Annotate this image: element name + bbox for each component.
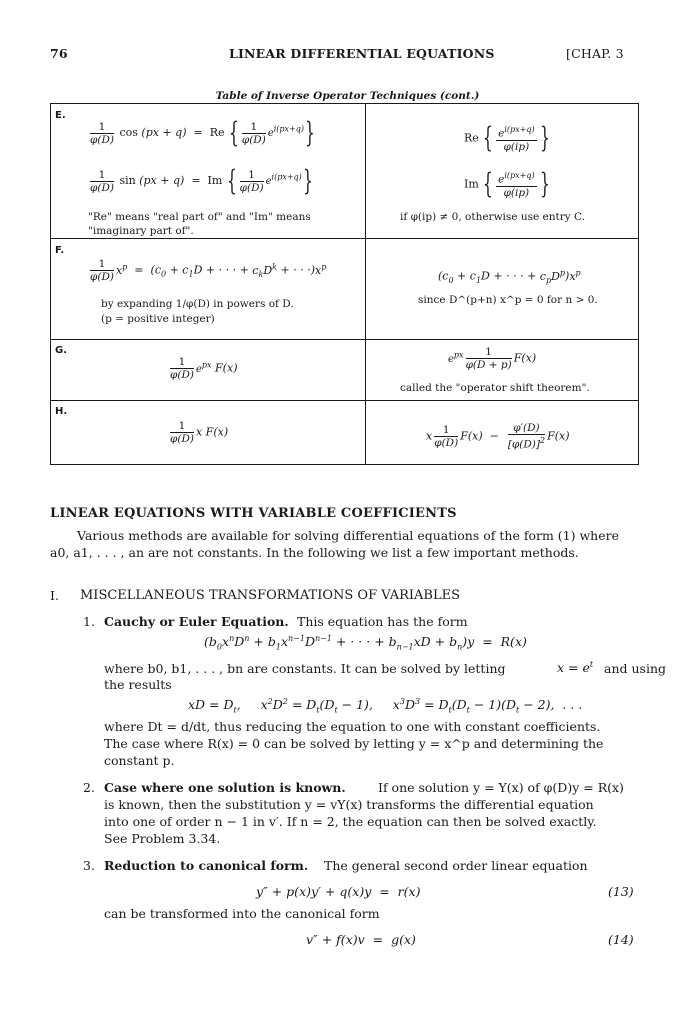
section-title: LINEAR EQUATIONS WITH VARIABLE COEFFICIENTS <box>50 506 457 521</box>
row-e-sin-formula: $\frac{1}{\varphi(D)}$ sin (px + q) = Im { $\frac{1}{\varphi(D)}$ $e^{i(px+q)}$} <box>90 164 313 197</box>
item-1-text-5: The case where R(x) = 0 can be solved by letting y = x^p and determining the <box>104 736 604 751</box>
substitution-x-et: $x = e^t$ <box>557 660 594 676</box>
row-f-note-left-2: (p = positive integer) <box>101 313 215 325</box>
subsection-number: I. <box>50 588 59 603</box>
row-e-label: E. <box>55 110 66 121</box>
row-e-cos-formula: $\frac{1}{\varphi(D)}$ cos (px + q) = Re { $\frac{1}{\varphi(D)}$ $e^{i(px+q)}$} <box>90 116 315 149</box>
chapter-label: [CHAP. 3 <box>566 46 624 61</box>
canonical-form-equation: v″ + f(x)v = g(x) <box>306 932 416 947</box>
item-1-text-2a: where b0, b1, . . . , bn are constants. It can be solved by letting <box>104 661 506 676</box>
item-1-text-1: This equation has the form <box>297 614 468 629</box>
row-g-note-right: called the "operator shift theorem". <box>400 382 590 394</box>
intro-line-2: a0, a1, . . . , an are not constants. In the following we list a few important methods. <box>50 545 579 560</box>
row-h-formula: $\frac{1}{\varphi(D)}$ x F(x) <box>170 420 229 445</box>
row-f-note-right: since D^(p+n) x^p = 0 for n > 0. <box>418 294 598 306</box>
item-2-text-3: into one of order n − 1 in v′. If n = 2, the equation can then be solved exactly. <box>104 814 597 829</box>
item-2-title: Case where one solution is known. <box>104 780 346 795</box>
intro-line-1: Various methods are available for solving differential equations of the form (1) where <box>77 528 619 543</box>
item-1-text-4: where Dt = d/dt, thus reducing the equation to one with constant coefficients. <box>104 719 601 734</box>
row-g-formula: $\frac{1}{\varphi(D)}$ $e^{px}$ F(x) <box>170 356 238 381</box>
table-row-divider-fg <box>50 339 639 340</box>
row-g-label: G. <box>55 345 68 356</box>
row-e-note-right: if φ(ip) ≠ 0, otherwise use entry C. <box>400 211 586 223</box>
table-row-divider-gh <box>50 400 639 401</box>
item-1-text-3: the results <box>104 677 172 692</box>
euler-operator-identities: xD = $D_t$, $x^2D^2 = D_t(D_t - 1)$, $x^3D^3 = D_t(D_t - 1)(D_t - 2)$, . . . <box>188 697 583 715</box>
row-e-im-result: Im { $\frac{e^{i(px+q)}}{\varphi(ip)}$ } <box>464 167 550 201</box>
item-1-title: Cauchy or Euler Equation. <box>104 614 289 629</box>
running-title: LINEAR DIFFERENTIAL EQUATIONS <box>229 46 495 61</box>
row-h-result: x $\frac{1}{\varphi(D)}$ F(x) − $\frac{\varphi'(D)}{[\varphi(D)]^2}$ F(x) <box>426 422 570 451</box>
row-f-result: ($c_0 + c_1D$ + · · · + $c_pD^p)x^p$ <box>438 268 581 285</box>
item-2-text-2: is known, then the substitution y = vY(x) transforms the differential equation <box>104 797 594 812</box>
row-f-label: F. <box>55 245 65 256</box>
table-row-divider-ef <box>50 238 639 239</box>
row-e-re-result: Re { $\frac{e^{i(px+q)}}{\varphi(ip)}$ } <box>464 121 550 155</box>
row-e-note-left: "Re" means "real part of" and "Im" means "imaginary part of". <box>88 211 311 237</box>
row-f-formula: $\frac{1}{\varphi(D)}$ $x^p = (c_0 + c_1D$ + · · · + $c_kD^k$ + · · $\cdot)x^p$ <box>90 258 327 283</box>
row-h-label: H. <box>55 406 68 417</box>
table-caption: Table of Inverse Operator Techniques (cont.) <box>215 90 480 102</box>
item-2-text-1: If one solution y = Y(x) of φ(D)y = R(x) <box>378 780 624 795</box>
item-1-number: 1. <box>83 614 95 629</box>
item-3-text-1: The general second order linear equation <box>324 858 588 873</box>
row-g-result: $e^{px}$ $\frac{1}{\varphi(D + p)}$ F(x) <box>448 346 537 371</box>
euler-equation: ($b_0x^nD^n + b_1x^{n-1}D^{n-1}$ + · · · + $b_{n-1}xD + b_n)y = R(x)$ <box>204 634 527 652</box>
page-number: 76 <box>50 46 68 61</box>
item-3-text-2: can be transformed into the canonical form <box>104 906 380 921</box>
subsection-title: MISCELLANEOUS TRANSFORMATIONS OF VARIABLES <box>80 588 461 603</box>
item-3-title: Reduction to canonical form. <box>104 858 309 873</box>
table-column-divider <box>365 104 366 464</box>
item-1-text-2b: and using <box>604 661 666 676</box>
item-3-number: 3. <box>83 858 95 873</box>
equation-number-14: (14) <box>608 932 634 947</box>
item-2-text-4: See Problem 3.34. <box>104 831 221 846</box>
equation-number-13: (13) <box>608 884 634 899</box>
item-1-text-6: constant p. <box>104 753 175 768</box>
item-2-number: 2. <box>83 780 95 795</box>
row-f-note-left-1: by expanding 1/φ(D) in powers of D. <box>101 298 294 310</box>
general-second-order-equation: y″ + p(x)y′ + q(x)y = r(x) <box>256 884 421 899</box>
